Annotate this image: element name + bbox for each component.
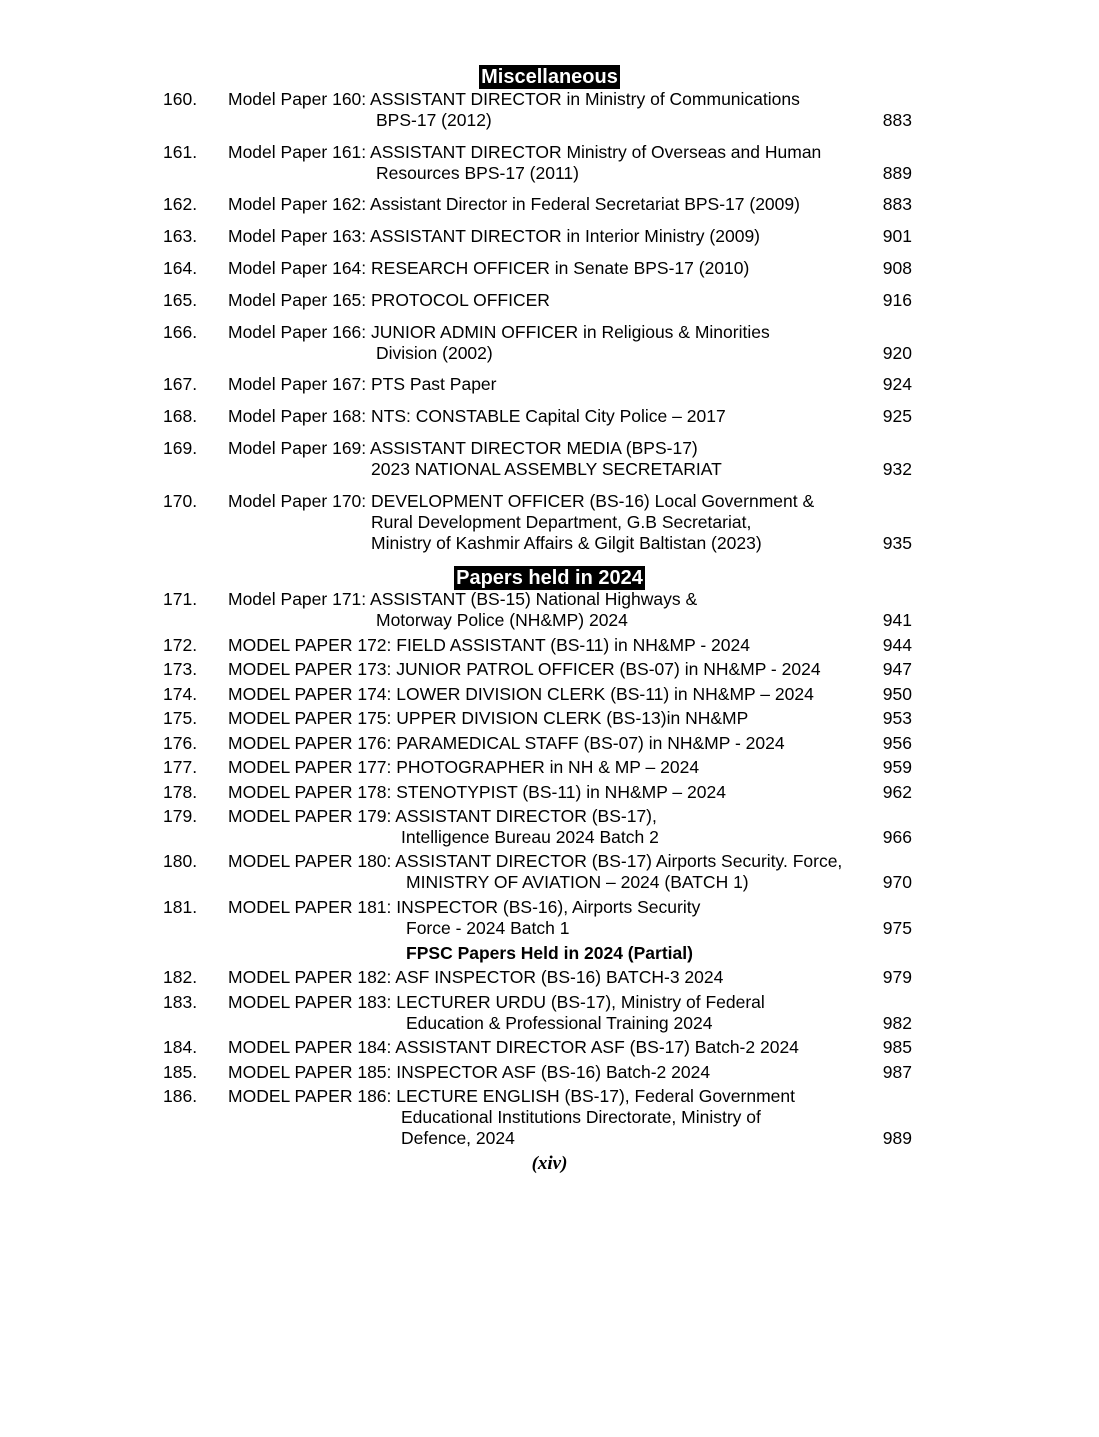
- entry-title: MODEL PAPER 172: FIELD ASSISTANT (BS-11) in NH&MP - 2024: [228, 635, 750, 655]
- entry-title: Model Paper 160: ASSISTANT DIRECTOR in Ministry of Communications: [228, 89, 800, 109]
- entry-number: 179.: [163, 806, 198, 826]
- entry-title: Model Paper 164: RESEARCH OFFICER in Senate BPS-17 (2010): [228, 258, 750, 278]
- entry-title: Model Paper 169: ASSISTANT DIRECTOR MEDIA (BPS-17): [228, 438, 698, 458]
- entry-page-number: 935: [882, 533, 912, 553]
- entry-number: 173.: [163, 659, 198, 679]
- entry-page-number: 966: [882, 827, 912, 847]
- toc-entry: [0, 438, 1099, 498]
- entry-page-number: 975: [882, 918, 912, 938]
- entry-page-number: 889: [882, 163, 912, 183]
- entry-title-continuation: Resources BPS-17 (2011): [376, 163, 579, 183]
- entry-title: MODEL PAPER 173: JUNIOR PATROL OFFICER (BS-07) in NH&MP - 2024: [228, 659, 821, 679]
- entry-title: Model Paper 170: DEVELOPMENT OFFICER (BS-16) Local Government &: [228, 491, 815, 511]
- entry-page-number: 959: [882, 757, 912, 777]
- entry-number: 176.: [163, 733, 198, 753]
- section-heading-papers-2024: [0, 566, 1099, 590]
- entry-title-continuation: Defence, 2024: [401, 1128, 515, 1148]
- entry-title-continuation: 2023 NATIONAL ASSEMBLY SECRETARIAT: [371, 459, 722, 479]
- entry-page-number: 883: [882, 110, 912, 130]
- entry-number: 170.: [163, 491, 198, 511]
- entry-title: MODEL PAPER 185: INSPECTOR ASF (BS-16) Batch-2 2024: [228, 1062, 711, 1082]
- entry-page-number: 901: [882, 226, 912, 246]
- entry-page-number: 932: [882, 459, 912, 479]
- entry-page-number: 953: [882, 708, 912, 728]
- entry-number: 164.: [163, 258, 198, 278]
- entry-page-number: 916: [882, 290, 912, 310]
- entry-title-continuation: Ministry of Kashmir Affairs & Gilgit Baltistan (2023): [371, 533, 762, 553]
- entry-title: MODEL PAPER 186: LECTURE ENGLISH (BS-17), Federal Government: [228, 1086, 795, 1106]
- entry-number: 182.: [163, 967, 198, 987]
- entry-number: 184.: [163, 1037, 198, 1057]
- entry-title-continuation: Educational Institutions Directorate, Ministry of: [401, 1107, 761, 1127]
- entry-page-number: 970: [882, 872, 912, 892]
- entry-title-continuation: MINISTRY OF AVIATION – 2024 (BATCH 1): [406, 872, 749, 892]
- toc-entry: [0, 897, 1099, 957]
- entry-number: 175.: [163, 708, 198, 728]
- entry-number: 178.: [163, 782, 198, 802]
- entry-page-number: 944: [882, 635, 912, 655]
- entry-number: 171.: [163, 589, 198, 609]
- entry-title: Model Paper 166: JUNIOR ADMIN OFFICER in Religious & Minorities: [228, 322, 770, 342]
- entry-page-number: 985: [882, 1037, 912, 1057]
- entry-title: MODEL PAPER 176: PARAMEDICAL STAFF (BS-07) in NH&MP - 2024: [228, 733, 785, 753]
- entry-page-number: 883: [882, 194, 912, 214]
- entry-title: MODEL PAPER 181: INSPECTOR (BS-16), Airports Security: [228, 897, 701, 917]
- entry-number: 168.: [163, 406, 198, 426]
- entry-page-number: 950: [882, 684, 912, 704]
- entry-page-number: 987: [882, 1062, 912, 1082]
- entry-title: MODEL PAPER 180: ASSISTANT DIRECTOR (BS-17) Airports Security. Force,: [228, 851, 843, 871]
- entry-title: Model Paper 168: NTS: CONSTABLE Capital City Police – 2017: [228, 406, 726, 426]
- entry-number: 181.: [163, 897, 198, 917]
- entry-title: MODEL PAPER 179: ASSISTANT DIRECTOR (BS-17),: [228, 806, 657, 826]
- entry-number: 174.: [163, 684, 198, 704]
- section-heading-text: Papers held in 2024: [456, 567, 643, 589]
- entry-title: Model Paper 163: ASSISTANT DIRECTOR in Interior Ministry (2009): [228, 226, 760, 246]
- section-heading-fpsc-2024: FPSC Papers Held in 2024 (Partial): [406, 943, 693, 963]
- entry-title: Model Paper 167: PTS Past Paper: [228, 374, 497, 394]
- entry-page-number: 956: [882, 733, 912, 753]
- entry-title: Model Paper 161: ASSISTANT DIRECTOR Ministry of Overseas and Human: [228, 142, 822, 162]
- toc-entry: [0, 89, 1099, 149]
- entry-title-continuation: Force - 2024 Batch 1: [406, 918, 570, 938]
- page-number-label: (xiv): [531, 1153, 568, 1174]
- entry-page-number: 941: [882, 610, 912, 630]
- toc-entry: [0, 1086, 1099, 1146]
- section-heading-text: Miscellaneous: [481, 66, 618, 88]
- entry-number: 162.: [163, 194, 198, 214]
- entry-page-number: 962: [882, 782, 912, 802]
- entry-number: 166.: [163, 322, 198, 342]
- entry-number: 185.: [163, 1062, 198, 1082]
- entry-number: 186.: [163, 1086, 198, 1106]
- entry-page-number: 979: [882, 967, 912, 987]
- toc-entry: [0, 322, 1099, 382]
- entry-title-continuation: BPS-17 (2012): [376, 110, 492, 130]
- entry-number: 160.: [163, 89, 198, 109]
- entry-title: MODEL PAPER 178: STENOTYPIST (BS-11) in NH&MP – 2024: [228, 782, 726, 802]
- entry-number: 165.: [163, 290, 198, 310]
- toc-entry: [0, 142, 1099, 202]
- entry-page-number: 925: [882, 406, 912, 426]
- entry-title: Model Paper 165: PROTOCOL OFFICER: [228, 290, 550, 310]
- entry-title-continuation: Rural Development Department, G.B Secretariat,: [371, 512, 752, 532]
- entry-title: MODEL PAPER 177: PHOTOGRAPHER in NH & MP – 2024: [228, 757, 700, 777]
- entry-title: MODEL PAPER 174: LOWER DIVISION CLERK (BS-11) in NH&MP – 2024: [228, 684, 814, 704]
- entry-number: 172.: [163, 635, 198, 655]
- entry-page-number: 947: [882, 659, 912, 679]
- entry-title-continuation: Motorway Police (NH&MP) 2024: [376, 610, 628, 630]
- entry-page-number: 920: [882, 343, 912, 363]
- entry-number: 183.: [163, 992, 198, 1012]
- entry-title: Model Paper 162: Assistant Director in Federal Secretariat BPS-17 (2009): [228, 194, 800, 214]
- toc-entry: [0, 491, 1099, 551]
- entry-title: MODEL PAPER 175: UPPER DIVISION CLERK (BS-13)in NH&MP: [228, 708, 749, 728]
- entry-title: MODEL PAPER 183: LECTURER URDU (BS-17), Ministry of Federal: [228, 992, 765, 1012]
- section-heading-miscellaneous: [0, 65, 1099, 89]
- entry-page-number: 982: [882, 1013, 912, 1033]
- entry-title: MODEL PAPER 182: ASF INSPECTOR (BS-16) BATCH-3 2024: [228, 967, 724, 987]
- entry-title: MODEL PAPER 184: ASSISTANT DIRECTOR ASF (BS-17) Batch-2 2024: [228, 1037, 799, 1057]
- entry-number: 163.: [163, 226, 198, 246]
- entry-title-continuation: Intelligence Bureau 2024 Batch 2: [401, 827, 659, 847]
- entry-title: Model Paper 171: ASSISTANT (BS-15) National Highways &: [228, 589, 698, 609]
- entry-number: 161.: [163, 142, 198, 162]
- entry-number: 167.: [163, 374, 198, 394]
- entry-number: 177.: [163, 757, 198, 777]
- entry-number: 169.: [163, 438, 198, 458]
- entry-title-continuation: Education & Professional Training 2024: [406, 1013, 713, 1033]
- entry-title-continuation: Division (2002): [376, 343, 493, 363]
- entry-page-number: 989: [882, 1128, 912, 1148]
- entry-page-number: 908: [882, 258, 912, 278]
- entry-page-number: 924: [882, 374, 912, 394]
- entry-number: 180.: [163, 851, 198, 871]
